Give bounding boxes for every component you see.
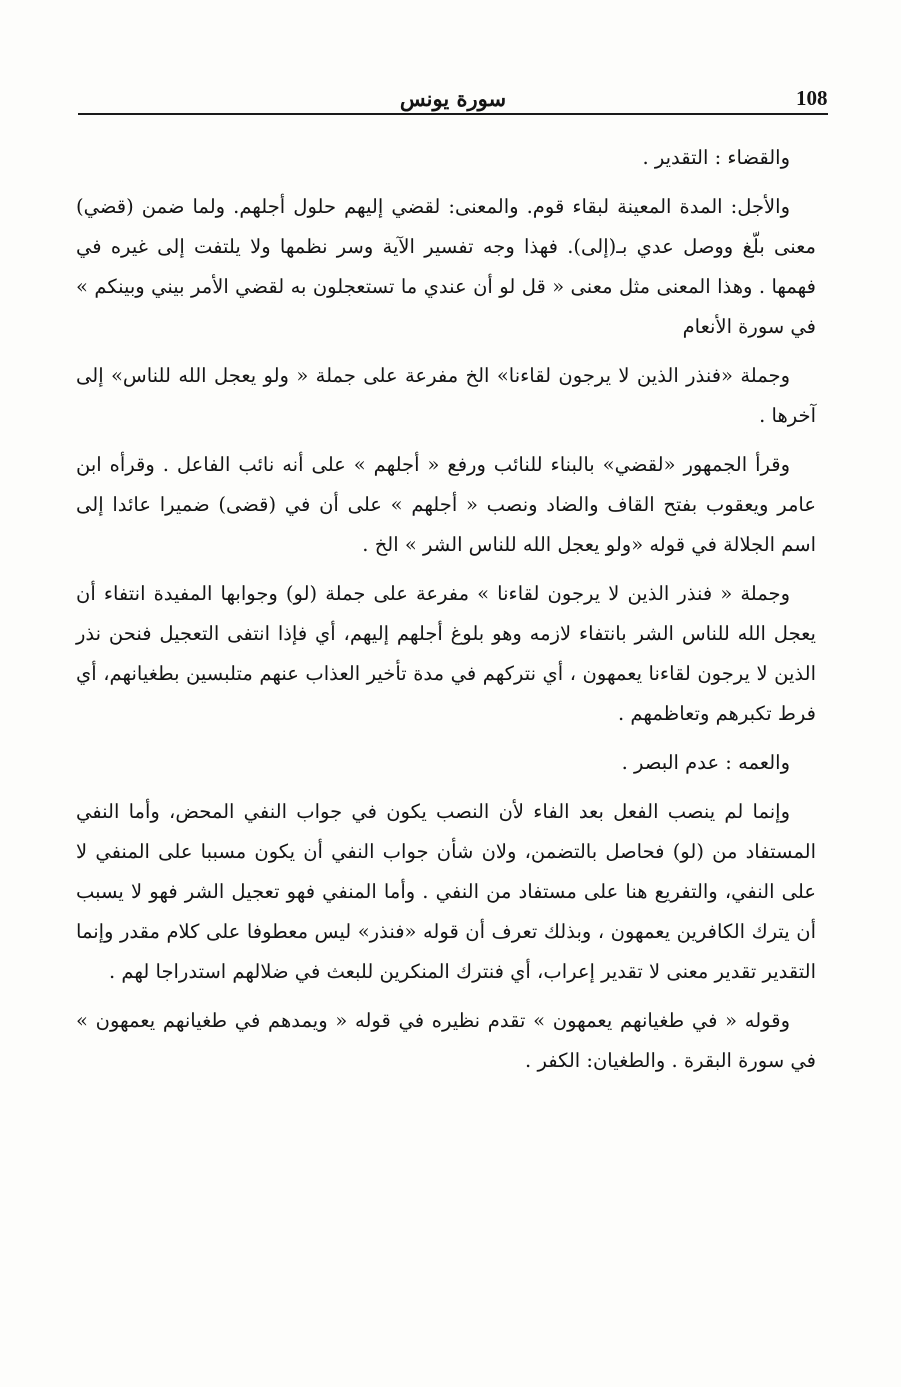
paragraph-2: والأجل: المدة المعينة لبقاء قوم. والمعنى: لقضي إليهم حلول أجلهم. ولما ضمن (قضي) معنى بلّغ ووصل عدي بـ(إلى). فهذا وجه تفسير الآية وسر نظمها ولا يلتفت إلى غيره في فهمها . وهذا المعنى مثل معنى « قل لو أن عندي ما تستعجلون به لقضي الأمر بيني وبينكم » في سورة الأنعام	[76, 195, 816, 338]
body-text	[76, 138, 816, 1081]
paragraph-3: وجملة «فنذر الذين لا يرجون لقاءنا» الخ مفرعة على جملة « ولو يعجل الله للناس» إلى آخرها .	[76, 364, 816, 427]
paragraph-5: وجملة « فنذر الذين لا يرجون لقاءنا » مفرعة على جملة (لو) وجوابها المفيدة انتفاء أن يعجل الله للناس الشر بانتفاء لازمه وهو بلوغ أجلهم إليهم، أي فإذا انتفى التعجيل فنحن نذر الذين لا يرجون لقاءنا يعمهون ، أي نتركهم في مدة تأخير العذاب عنهم متلبسين بطغيانهم، أي فرط تكبرهم وتعاظمهم .	[76, 582, 816, 725]
page-number: 108	[796, 86, 828, 110]
running-title: سورة يونس	[399, 86, 507, 111]
page-header	[78, 80, 828, 114]
paragraph-7: وإنما لم ينصب الفعل بعد الفاء لأن النصب يكون في جواب النفي المحض، وأما النفي المستفاد من (لو) فحاصل بالتضمن، ولان شأن جواب النفي أن يكون مسببا على المنفي لا على النفي، والتفريع هنا على مستفاد من النفي . وأما المنفي فهو تعجيل الشر فهو لا يسبب أن يترك الكافرين يعمهون ، وبذلك تعرف أن قوله «فنذر» ليس معطوفا على كلام مقدر وإنما التقدير تقدير معنى لا تقدير إعراب، أي فنترك المنكرين للبعث في ضلالهم استدراجا لهم .	[76, 800, 816, 983]
paragraph-4: وقرأ الجمهور «لقضي» بالبناء للنائب ورفع « أجلهم » على أنه نائب الفاعل . وقرأه ابن عامر ويعقوب بفتح القاف والضاد ونصب « أجلهم » على أن في (قضى) ضميرا عائدا إلى اسم الجلالة في قوله «ولو يعجل الله للناس الشر » الخ .	[76, 453, 816, 556]
paragraph-6: والعمه : عدم البصر .	[621, 751, 790, 774]
header-rule	[78, 113, 828, 115]
paragraph-8: وقوله « في طغيانهم يعمهون » تقدم نظيره في قوله « ويمدهم في طغيانهم يعمهون » في سورة البقرة . والطغيان: الكفر .	[76, 1009, 816, 1072]
paragraph-1: والقضاء : التقدير .	[642, 146, 790, 169]
